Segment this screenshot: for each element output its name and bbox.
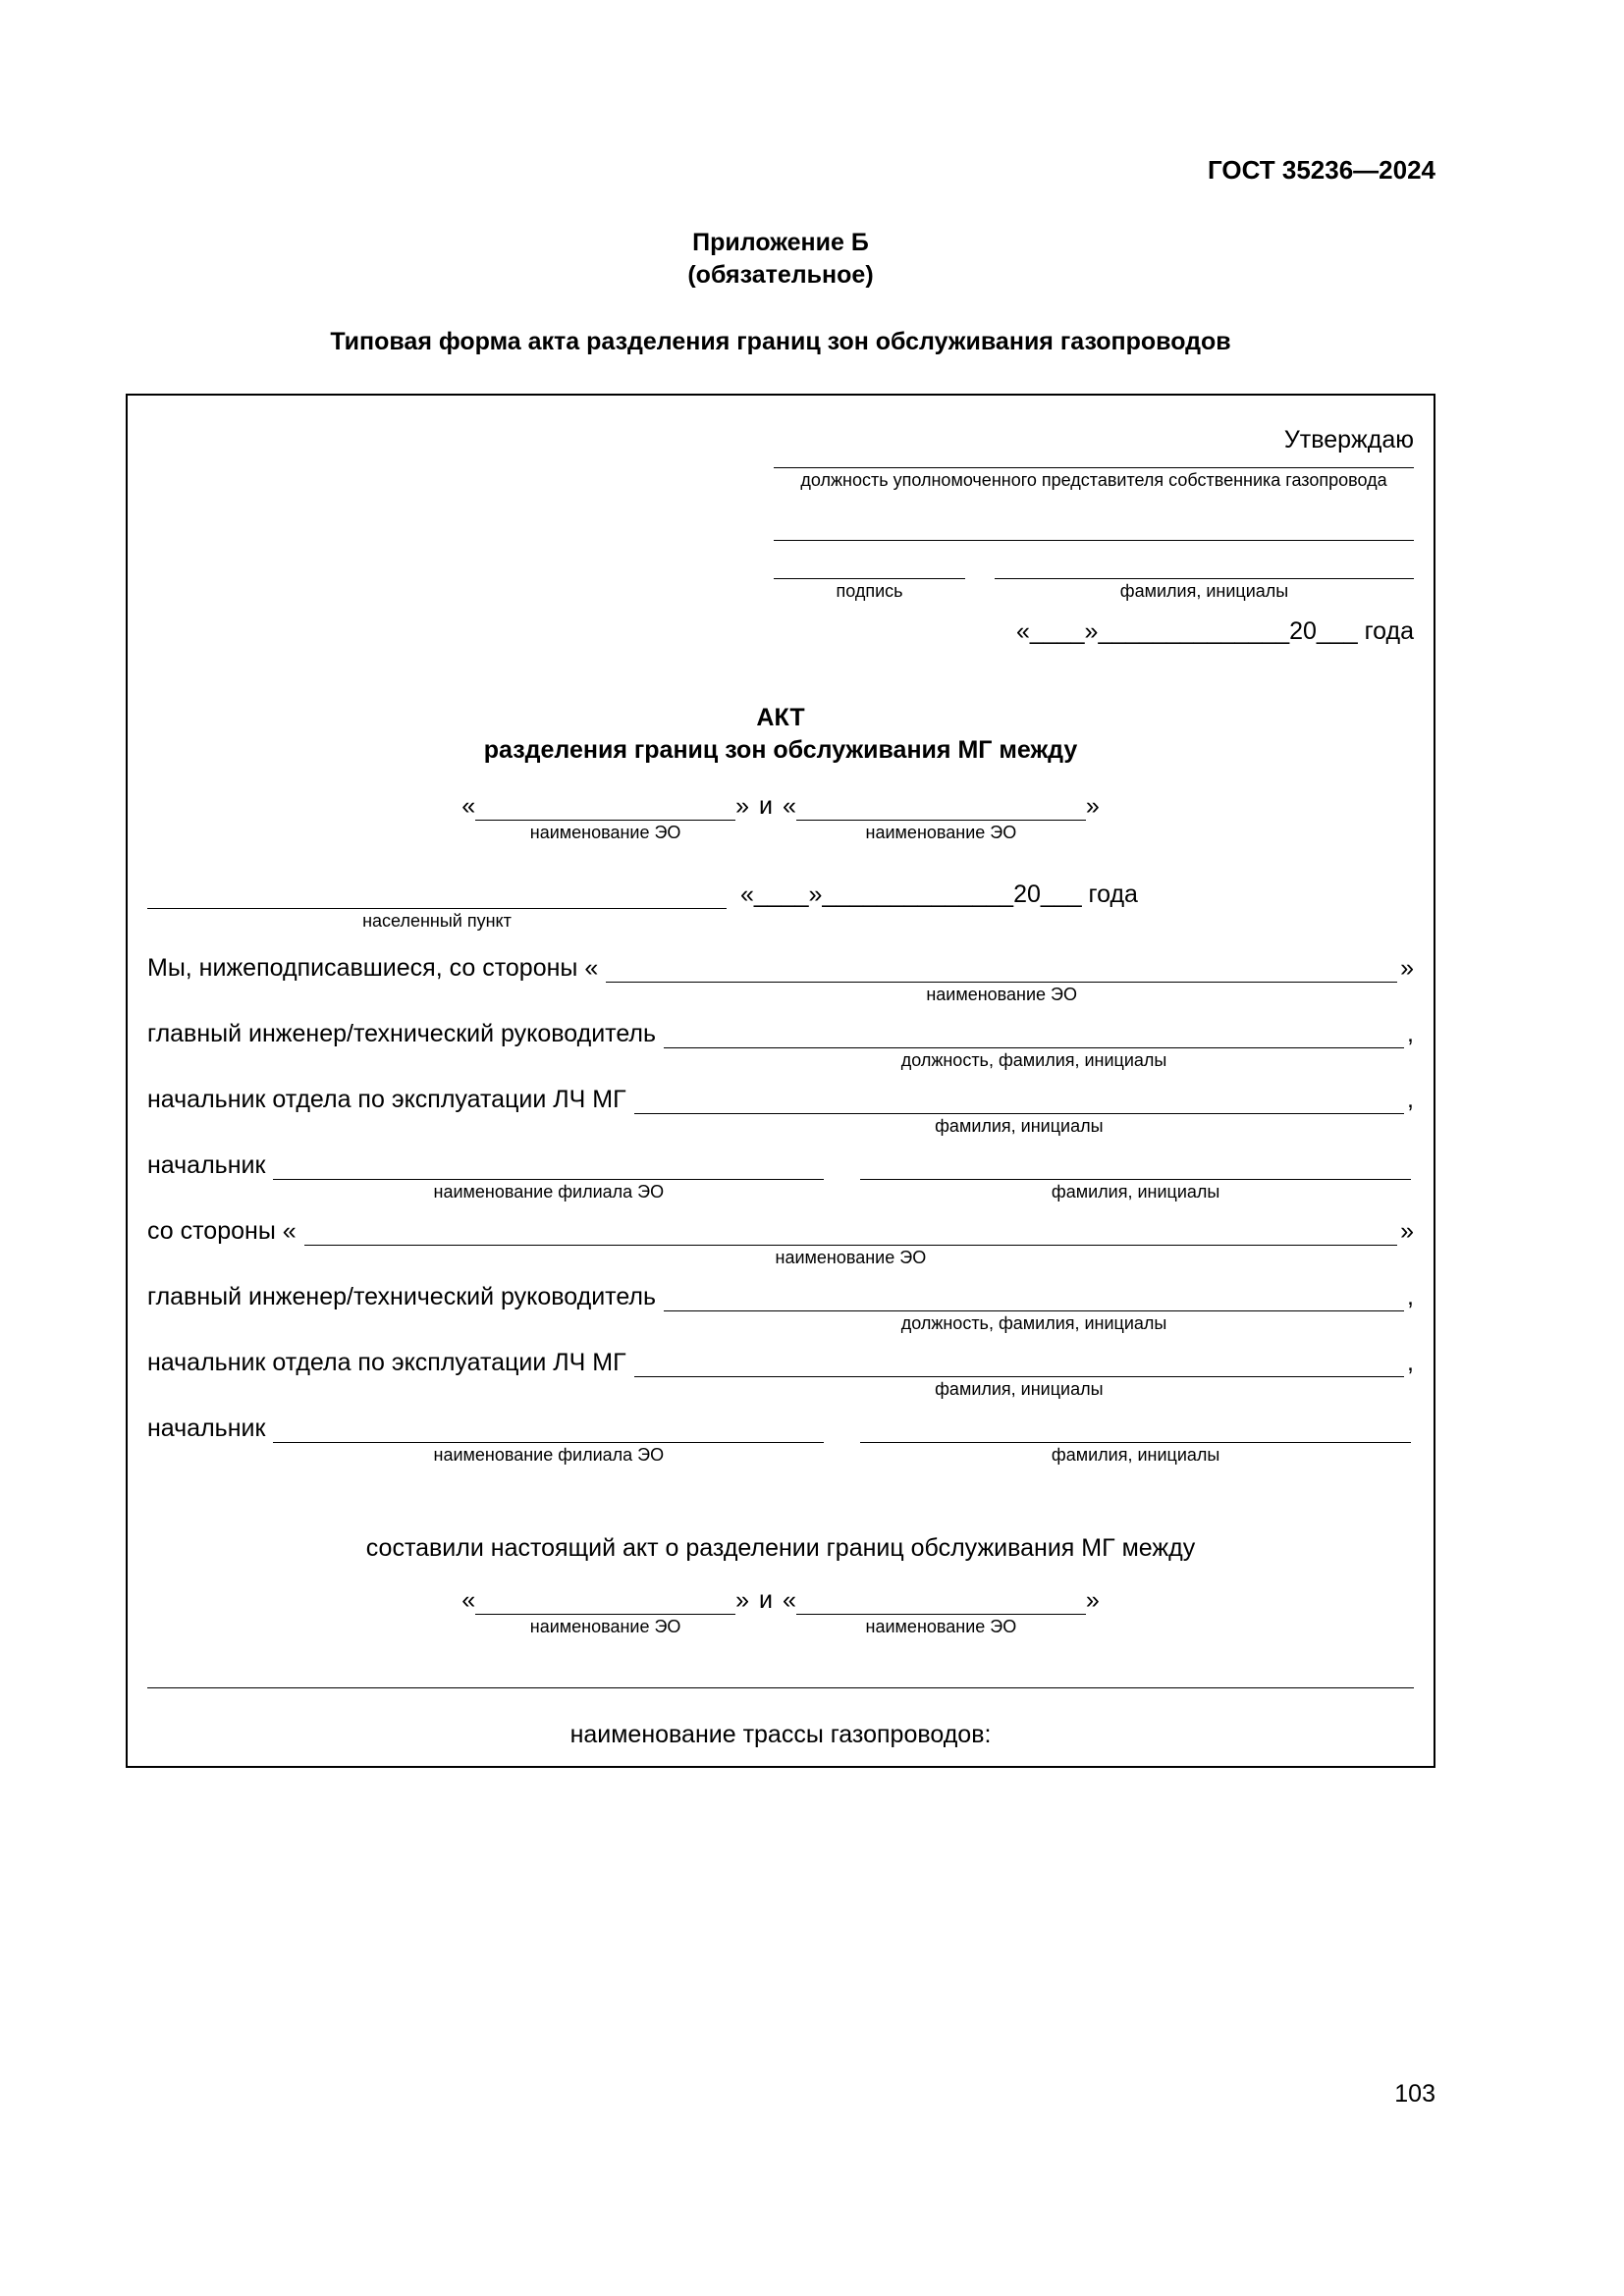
quote-open: « <box>461 1586 476 1614</box>
appendix-title: Приложение Б <box>692 229 869 256</box>
position-name-caption: должность, фамилия, инициалы <box>900 1313 1167 1333</box>
party1-intro-row <box>147 953 1414 1004</box>
closing-eo2-caption: наименование ЭО <box>865 1617 1017 1636</box>
appendix-kind: (обязательное) <box>687 261 874 289</box>
party2-branch-head-row <box>147 1414 1414 1465</box>
party2-lch-head-row <box>147 1348 1414 1399</box>
party2-lch-blank-line <box>634 1348 1404 1399</box>
party1-branch-head-row <box>147 1150 1414 1201</box>
eo2-caption: наименование ЭО <box>865 823 1017 842</box>
party1-lch-head-row <box>147 1085 1414 1136</box>
page-number: 103 <box>1394 2080 1435 2108</box>
chief-engineer-label: главный инженер/технический руководитель <box>147 1020 657 1047</box>
party1-lch-blank-line <box>634 1085 1404 1136</box>
act-subtitle: разделения границ зон обслуживания МГ между <box>483 736 1078 764</box>
party2-branch-blank-line <box>273 1414 824 1465</box>
name-caption: фамилия, инициалы <box>935 1379 1104 1399</box>
name-caption: фамилия, инициалы <box>935 1116 1104 1136</box>
quote-open: « <box>461 792 476 820</box>
name-caption: фамилия, инициалы <box>1051 1445 1220 1465</box>
appendix-heading <box>126 227 1435 292</box>
approval-block <box>774 425 1414 646</box>
comma: , <box>1407 1283 1414 1310</box>
chief-engineer-label: главный инженер/технический руководитель <box>147 1283 657 1310</box>
party2-engineer-row <box>147 1282 1414 1333</box>
eo2-blank-line <box>796 791 1086 842</box>
approve-date-line: «____»______________20___ года <box>1016 617 1414 645</box>
party2-eo-blank-line <box>304 1216 1397 1267</box>
lch-head-label: начальник отдела по эксплуатации ЛЧ МГ <box>147 1086 626 1113</box>
party2-engineer-blank-line <box>664 1282 1404 1333</box>
act-title: АКТ <box>756 704 805 731</box>
party2-head-name-blank-line <box>860 1414 1411 1465</box>
closing-eo1-caption: наименование ЭО <box>529 1617 681 1636</box>
extra-blank-line <box>774 527 1414 541</box>
party1-branch-blank-line <box>273 1150 824 1201</box>
comma: , <box>1407 1349 1414 1376</box>
party2-intro-row <box>147 1216 1414 1267</box>
place-date-row <box>147 880 1414 931</box>
closing-parties-blanks-row <box>147 1585 1414 1636</box>
head-label: начальник <box>147 1151 266 1179</box>
act-date-line: «____»______________20___ года <box>740 881 1138 908</box>
quote-open: « <box>782 792 796 820</box>
conjunction: и <box>759 1586 773 1614</box>
comma: , <box>1407 1086 1414 1113</box>
route-blank-line <box>147 1687 1414 1688</box>
position-blank-line <box>774 454 1414 490</box>
party2-intro-label: со стороны « <box>147 1217 297 1245</box>
quote-close: » <box>1085 792 1100 820</box>
party2-eo-caption: наименование ЭО <box>775 1248 927 1267</box>
comma: , <box>1407 1020 1414 1047</box>
quote-close: » <box>1085 1586 1100 1614</box>
closing-eo1-blank-line <box>475 1585 735 1636</box>
parties-blanks-row <box>147 791 1414 842</box>
branch-caption: наименование филиала ЭО <box>433 1182 665 1201</box>
name-caption: фамилия, инициалы <box>1051 1182 1220 1201</box>
name-caption: фамилия, инициалы <box>1119 581 1289 601</box>
party1-engineer-blank-line <box>664 1019 1404 1070</box>
closing-eo2-blank-line <box>796 1585 1086 1636</box>
place-blank-line <box>147 880 727 931</box>
quote-close: » <box>1400 1217 1414 1245</box>
party1-head-name-blank-line <box>860 1150 1411 1201</box>
quote-close: » <box>735 1586 750 1614</box>
name-blank-line <box>995 565 1414 601</box>
route-caption: наименование трассы газопроводов: <box>569 1721 992 1748</box>
party1-intro-label: Мы, нижеподписавшиеся, со стороны « <box>147 954 599 982</box>
party1-eo-blank-line <box>606 953 1397 1004</box>
signature-caption: подпись <box>836 581 903 601</box>
party1-engineer-row <box>147 1019 1414 1070</box>
lch-head-label: начальник отдела по эксплуатации ЛЧ МГ <box>147 1349 626 1376</box>
document-title: Типовая форма акта разделения границ зон обслуживания газопроводов <box>330 328 1231 355</box>
eo1-caption: наименование ЭО <box>529 823 681 842</box>
quote-close: » <box>1400 954 1414 982</box>
position-caption: должность уполномоченного представителя собственника газопровода <box>800 470 1387 490</box>
standard-code: ГОСТ 35236—2024 <box>1208 155 1435 185</box>
place-caption: населенный пункт <box>362 911 512 931</box>
conjunction: и <box>759 792 773 820</box>
approve-label: Утверждаю <box>1283 426 1414 454</box>
eo1-blank-line <box>475 791 735 842</box>
closing-statement: составили настоящий акт о разделении границ обслуживания МГ между <box>365 1534 1196 1562</box>
position-name-caption: должность, фамилия, инициалы <box>900 1050 1167 1070</box>
form-box <box>126 394 1435 1768</box>
quote-open: « <box>782 1586 796 1614</box>
signature-row <box>774 565 1414 601</box>
page-content <box>126 0 1435 1768</box>
signature-blank-line <box>774 565 965 601</box>
quote-close: » <box>735 792 750 820</box>
branch-caption: наименование филиала ЭО <box>433 1445 665 1465</box>
head-label: начальник <box>147 1415 266 1442</box>
party1-eo-caption: наименование ЭО <box>926 985 1077 1004</box>
